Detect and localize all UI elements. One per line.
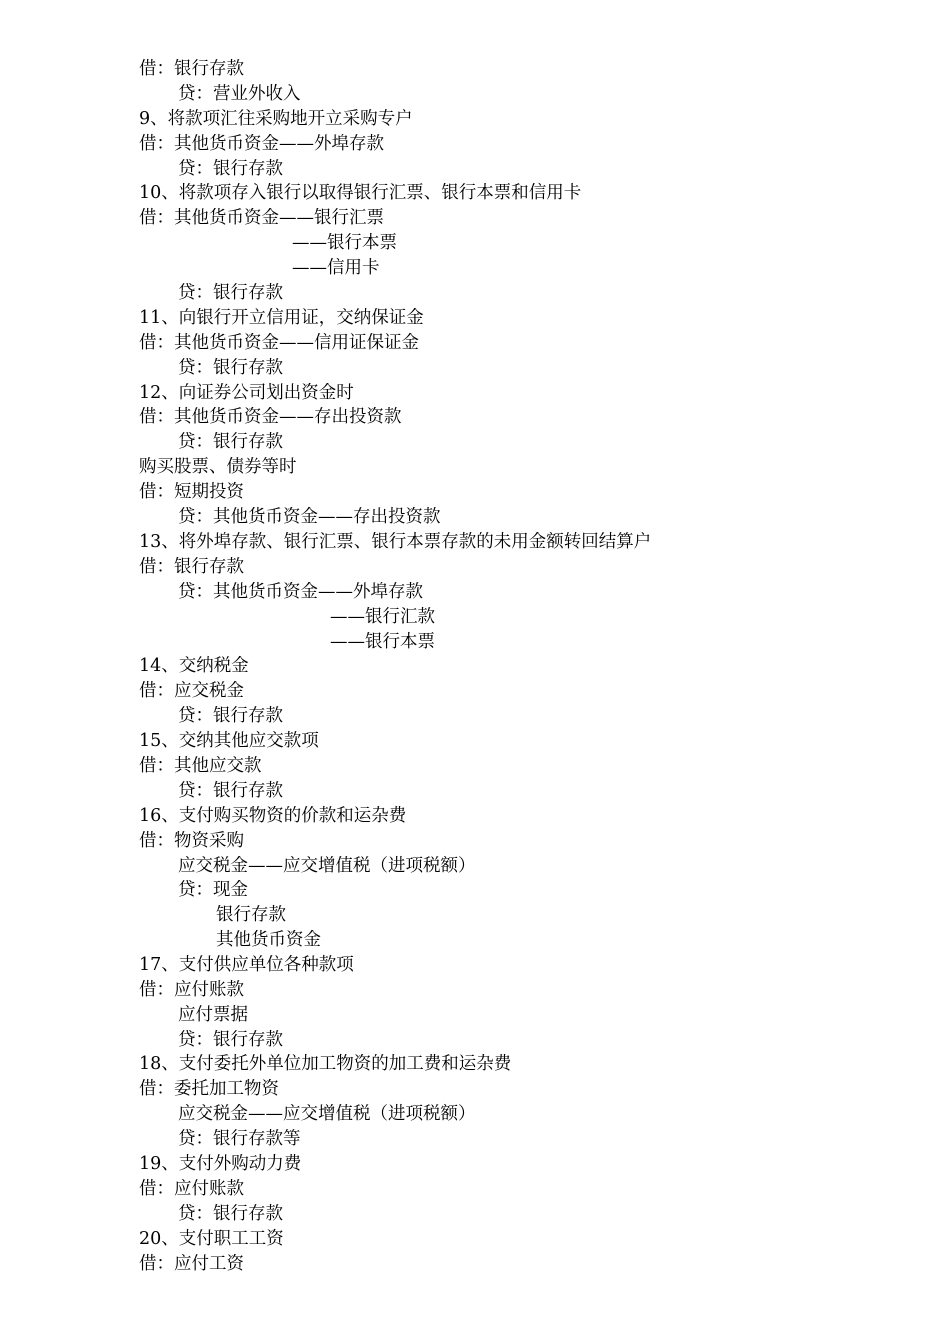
text-line: 16、支付购买物资的价款和运杂费: [139, 806, 407, 826]
text-line: 贷：其他货币资金——外埠存款: [178, 582, 423, 602]
text-line: 贷：现金: [178, 880, 248, 900]
text-line: 18、支付委托外单位加工物资的加工费和运杂费: [139, 1054, 512, 1074]
text-line: 借：应交税金: [139, 681, 244, 701]
text-line: 购买股票、债券等时: [139, 457, 297, 477]
text-line: 借：物资采购: [139, 831, 244, 851]
text-line: 12、向证券公司划出资金时: [139, 383, 354, 403]
text-line: 贷：银行存款: [178, 358, 283, 378]
text-line: 17、支付供应单位各种款项: [139, 955, 354, 975]
text-line: 借：短期投资: [139, 482, 244, 502]
text-line: ——银行汇款: [330, 607, 435, 627]
text-line: 13、将外埠存款、银行汇票、银行本票存款的未用金额转回结算户: [139, 532, 652, 552]
text-line: ——银行本票: [292, 233, 397, 253]
text-line: 9、将款项汇往采购地开立采购专户: [139, 109, 413, 129]
text-line: 贷：银行存款: [178, 1204, 283, 1224]
text-line: 19、支付外购动力费: [139, 1154, 302, 1174]
text-line: 贷：银行存款: [178, 432, 283, 452]
text-line: 应交税金——应交增值税（进项税额）: [178, 856, 476, 876]
text-line: 20、支付职工工资: [139, 1229, 284, 1249]
text-line: 借：其他货币资金——银行汇票: [139, 208, 384, 228]
text-line: 贷：银行存款: [178, 159, 283, 179]
text-line: 借：其他货币资金——存出投资款: [139, 407, 402, 427]
text-line: 10、将款项存入银行以取得银行汇票、银行本票和信用卡: [139, 183, 582, 203]
text-line: 借：其他货币资金——信用证保证金: [139, 333, 419, 353]
text-line: 应交税金——应交增值税（进项税额）: [178, 1104, 476, 1124]
text-line: 贷：其他货币资金——存出投资款: [178, 507, 441, 527]
text-line: 应付票据: [178, 1005, 248, 1025]
text-line: 贷：银行存款: [178, 706, 283, 726]
text-line: 贷：银行存款: [178, 1030, 283, 1050]
text-line: 银行存款: [216, 905, 286, 925]
text-line: 贷：银行存款: [178, 283, 283, 303]
text-line: 15、交纳其他应交款项: [139, 731, 319, 751]
text-line: 借：其他应交款: [139, 756, 262, 776]
text-line: 借：应付工资: [139, 1254, 244, 1274]
text-line: ——信用卡: [292, 258, 380, 278]
text-line: 借：委托加工物资: [139, 1079, 279, 1099]
text-line: 14、交纳税金: [139, 656, 249, 676]
text-line: 11、向银行开立信用证，交纳保证金: [139, 308, 424, 328]
text-line: 借：银行存款: [139, 557, 244, 577]
text-line: 贷：银行存款等: [178, 1129, 301, 1149]
text-line: 贷：银行存款: [178, 781, 283, 801]
text-line: ——银行本票: [330, 632, 435, 652]
text-line: 借：应付账款: [139, 1179, 244, 1199]
text-line: 借：应付账款: [139, 980, 244, 1000]
text-line: 借：银行存款: [139, 59, 244, 79]
text-line: 其他货币资金: [216, 930, 321, 950]
text-line: 借：其他货币资金——外埠存款: [139, 134, 384, 154]
text-line: 贷：营业外收入: [178, 84, 301, 104]
